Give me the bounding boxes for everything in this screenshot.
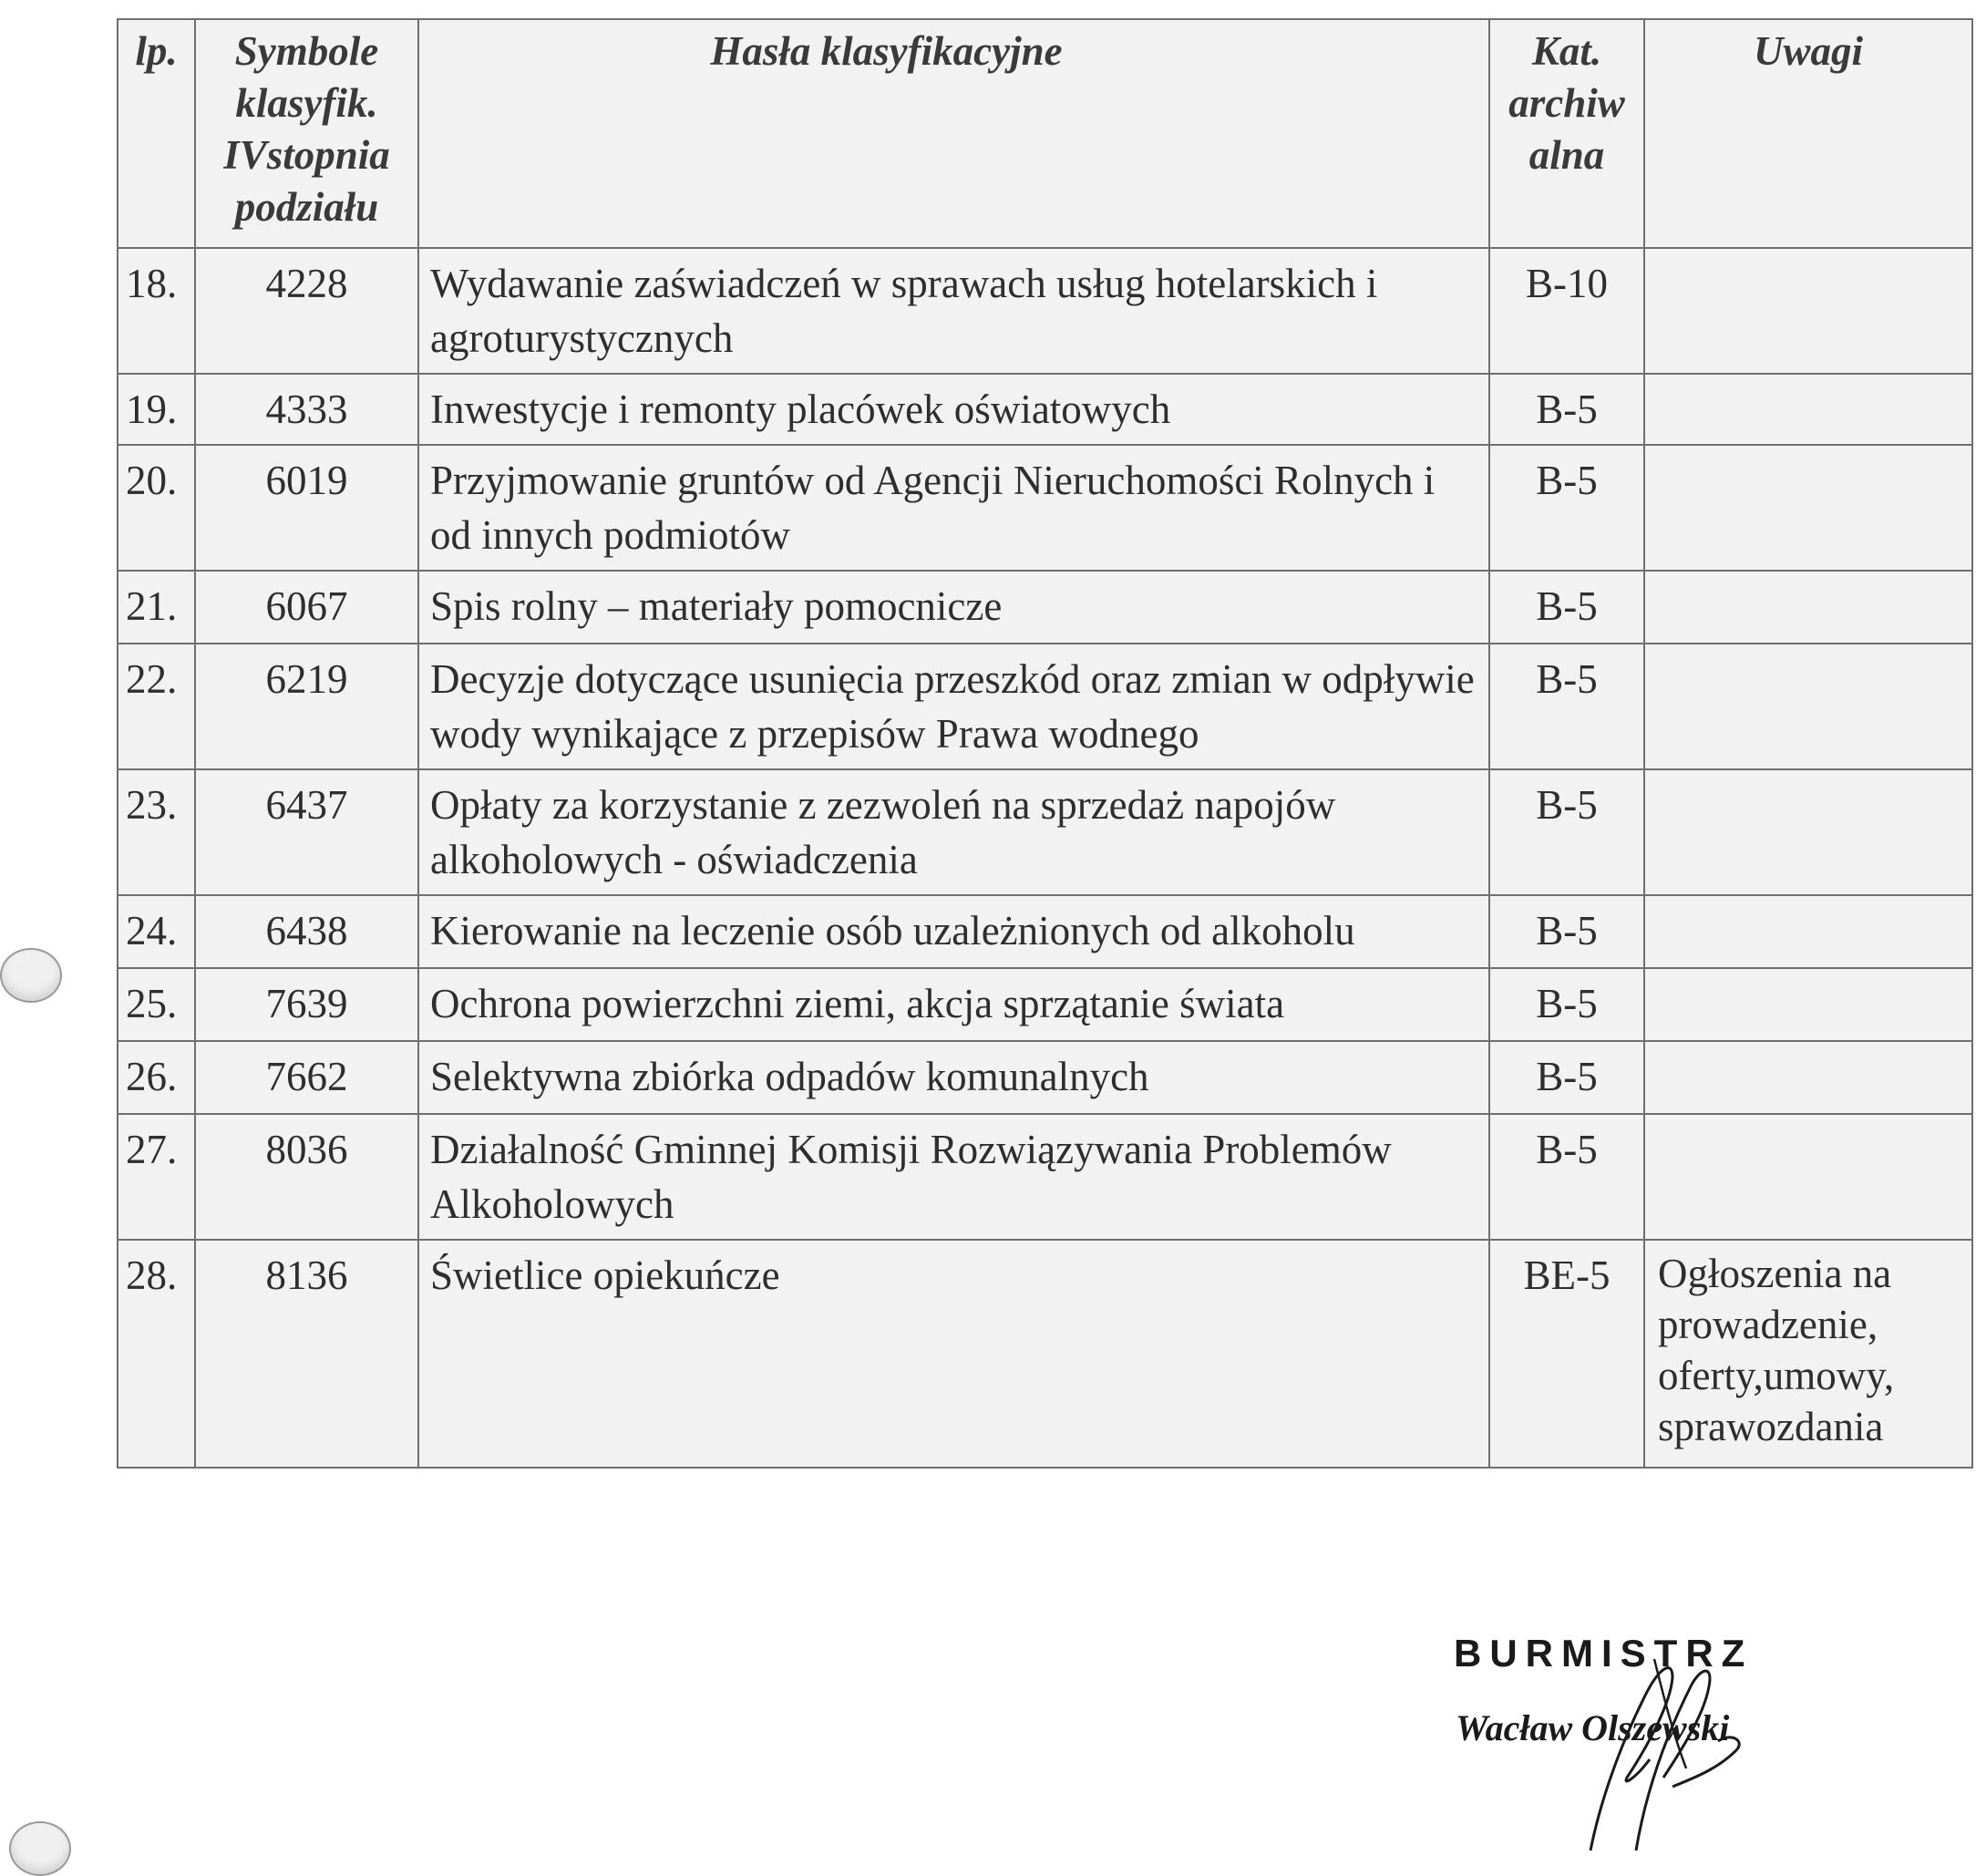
cell-symbol: 4333: [195, 374, 418, 445]
cell-symbol: 6067: [195, 571, 418, 644]
cell-kat: B-5: [1489, 769, 1644, 895]
table-row: [118, 1240, 1972, 1468]
cell-uwagi: [1644, 1114, 1972, 1240]
table-row: [118, 895, 1972, 968]
cell-uwagi: [1644, 895, 1972, 968]
cell-kat: B-5: [1489, 1041, 1644, 1114]
cell-symbol: 6438: [195, 895, 418, 968]
cell-lp: 23.: [118, 769, 195, 895]
cell-haslo: Wydawanie zaświadczeń w sprawach usług hotelarskich i agroturystycznych: [418, 248, 1489, 374]
cell-haslo: Świetlice opiekuńcze: [418, 1240, 1489, 1468]
cell-uwagi: [1644, 968, 1972, 1041]
cell-haslo: Opłaty za korzystanie z zezwoleń na sprzedaż napojów alkoholowych - oświadczenia: [418, 769, 1489, 895]
table-row: [118, 374, 1972, 445]
header-symbole: Symbole klasyfik. IVstopnia podziału: [195, 19, 418, 248]
cell-symbol: 6437: [195, 769, 418, 895]
header-hasla: Hasła klasyfikacyjne: [418, 19, 1489, 248]
table-row: [118, 1114, 1972, 1240]
table-row: [118, 968, 1972, 1041]
cell-haslo: Ochrona powierzchni ziemi, akcja sprzątanie świata: [418, 968, 1489, 1041]
classification-table-wrapper: [117, 18, 1971, 1469]
table-row: [118, 248, 1972, 374]
cell-symbol: 6019: [195, 445, 418, 571]
table-row: [118, 571, 1972, 644]
cell-kat: B-5: [1489, 445, 1644, 571]
cell-uwagi: [1644, 374, 1972, 445]
cell-kat: BE-5: [1489, 1240, 1644, 1468]
cell-uwagi: [1644, 1041, 1972, 1114]
header-uwagi: Uwagi: [1644, 19, 1972, 248]
cell-uwagi: [1644, 644, 1972, 769]
cell-kat: B-10: [1489, 248, 1644, 374]
cell-kat: B-5: [1489, 644, 1644, 769]
cell-lp: 28.: [118, 1240, 195, 1468]
cell-symbol: 7662: [195, 1041, 418, 1114]
cell-lp: 20.: [118, 445, 195, 571]
cell-symbol: 8136: [195, 1240, 418, 1468]
header-kat: Kat. archiw alna: [1489, 19, 1644, 248]
cell-kat: B-5: [1489, 1114, 1644, 1240]
table-row: [118, 1041, 1972, 1114]
cell-haslo: Działalność Gminnej Komisji Rozwiązywania Problemów Alkoholowych: [418, 1114, 1489, 1240]
header-lp: lp.: [118, 19, 195, 248]
cell-symbol: 8036: [195, 1114, 418, 1240]
cell-haslo: Inwestycje i remonty placówek oświatowych: [418, 374, 1489, 445]
cell-symbol: 4228: [195, 248, 418, 374]
classification-table: [117, 18, 1973, 1469]
cell-haslo: Przyjmowanie gruntów od Agencji Nieruchomości Rolnych i od innych podmiotów: [418, 445, 1489, 571]
cell-haslo: Kierowanie na leczenie osób uzależnionych od alkoholu: [418, 895, 1489, 968]
cell-kat: B-5: [1489, 895, 1644, 968]
cell-lp: 22.: [118, 644, 195, 769]
cell-lp: 24.: [118, 895, 195, 968]
cell-haslo: Spis rolny – materiały pomocnicze: [418, 571, 1489, 644]
cell-symbol: 6219: [195, 644, 418, 769]
cell-lp: 18.: [118, 248, 195, 374]
cell-uwagi: [1644, 445, 1972, 571]
cell-lp: 27.: [118, 1114, 195, 1240]
table-row: [118, 445, 1972, 571]
cell-lp: 21.: [118, 571, 195, 644]
signature-name: Wacław Olszewski: [1456, 1707, 1730, 1748]
cell-symbol: 7639: [195, 968, 418, 1041]
cell-lp: 26.: [118, 1041, 195, 1114]
table-row: [118, 644, 1972, 769]
signature-block: [1445, 1632, 1827, 1869]
cell-uwagi: [1644, 769, 1972, 895]
cell-haslo: Decyzje dotyczące usunięcia przeszkód oraz zmian w odpływie wody wynikające z przepisów Prawa wodnego: [418, 644, 1489, 769]
cell-kat: B-5: [1489, 571, 1644, 644]
cell-kat: B-5: [1489, 374, 1644, 445]
handwritten-signature-icon: [1536, 1641, 1773, 1860]
cell-uwagi: Ogłoszenia na prowadzenie, oferty,umowy, sprawozdania: [1644, 1240, 1972, 1468]
table-header-row: [118, 19, 1972, 248]
table-row: [118, 769, 1972, 895]
cell-haslo: Selektywna zbiórka odpadów komunalnych: [418, 1041, 1489, 1114]
punch-hole-bottom: [9, 1821, 71, 1876]
cell-uwagi: [1644, 248, 1972, 374]
signature-title: BURMISTRZ: [1454, 1632, 1754, 1675]
cell-uwagi: [1644, 571, 1972, 644]
cell-lp: 25.: [118, 968, 195, 1041]
cell-kat: B-5: [1489, 968, 1644, 1041]
punch-hole-top: [0, 948, 62, 1003]
cell-lp: 19.: [118, 374, 195, 445]
